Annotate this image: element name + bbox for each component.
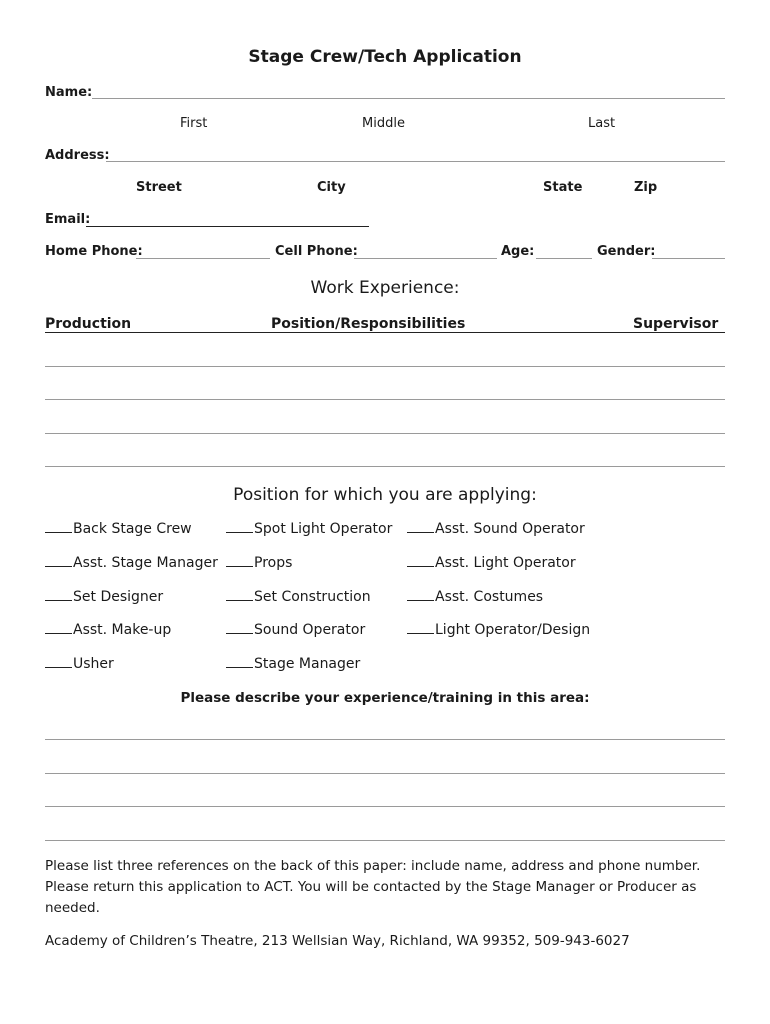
describe-line-1[interactable] <box>45 739 725 740</box>
last-sublabel: Last <box>588 116 616 131</box>
position-option[interactable]: Asst. Make-up <box>45 622 171 638</box>
production-header: Production <box>45 316 132 332</box>
home-phone-field[interactable] <box>136 258 270 259</box>
position-option[interactable]: Asst. Light Operator <box>407 555 576 571</box>
position-option[interactable]: Asst. Sound Operator <box>407 521 585 537</box>
name-field[interactable] <box>92 98 725 99</box>
work-line-2[interactable] <box>45 399 725 400</box>
checkbox-blank[interactable] <box>407 589 434 601</box>
checkbox-blank[interactable] <box>45 521 72 533</box>
references-instructions: Please list three references on the back of this paper: include name, address and phone number. Please return this application to ACT. You will be contacted by the Stage Manager or Producer as needed. <box>45 858 701 916</box>
checkbox-blank[interactable] <box>407 555 434 567</box>
age-field[interactable] <box>536 258 592 259</box>
street-sublabel: Street <box>136 180 182 195</box>
position-option[interactable]: Set Construction <box>226 589 371 605</box>
checkbox-blank[interactable] <box>45 555 72 567</box>
describe-line-3[interactable] <box>45 806 725 807</box>
checkbox-blank[interactable] <box>226 521 253 533</box>
checkbox-blank[interactable] <box>45 656 72 668</box>
city-sublabel: City <box>317 180 346 195</box>
checkbox-blank[interactable] <box>226 656 253 668</box>
checkbox-blank[interactable] <box>226 622 253 634</box>
checkbox-blank[interactable] <box>226 555 253 567</box>
age-label: Age: <box>501 244 535 259</box>
positions-heading: Position for which you are applying: <box>233 485 537 505</box>
position-option[interactable]: Light Operator/Design <box>407 622 590 638</box>
checkbox-blank[interactable] <box>407 521 434 533</box>
footer-address: Academy of Children’s Theatre, 213 Wellsian Way, Richland, WA 99352, 509-943-6027 <box>45 933 630 949</box>
position-option[interactable]: Asst. Costumes <box>407 589 543 605</box>
zip-sublabel: Zip <box>634 180 658 195</box>
checkbox-blank[interactable] <box>45 589 72 601</box>
email-label: Email: <box>45 212 91 227</box>
home-phone-label: Home Phone: <box>45 244 143 259</box>
name-label: Name: <box>45 85 93 100</box>
position-option[interactable]: Asst. Stage Manager <box>45 555 218 571</box>
position-option[interactable]: Spot Light Operator <box>226 521 392 537</box>
position-responsibilities-header: Position/Responsibilities <box>271 316 466 332</box>
position-option[interactable]: Set Designer <box>45 589 163 605</box>
middle-sublabel: Middle <box>362 116 405 131</box>
gender-label: Gender: <box>597 244 656 259</box>
work-line-4[interactable] <box>45 466 725 467</box>
page-title: Stage Crew/Tech Application <box>248 47 522 67</box>
position-option[interactable]: Sound Operator <box>226 622 365 638</box>
describe-prompt: Please describe your experience/training in this area: <box>180 690 590 706</box>
checkbox-blank[interactable] <box>407 622 434 634</box>
cell-phone-field[interactable] <box>354 258 497 259</box>
state-sublabel: State <box>543 180 583 195</box>
address-label: Address: <box>45 148 110 163</box>
describe-line-4[interactable] <box>45 840 725 841</box>
cell-phone-label: Cell Phone: <box>275 244 358 259</box>
supervisor-header: Supervisor <box>633 316 719 332</box>
position-option[interactable]: Props <box>226 555 292 571</box>
position-option[interactable]: Back Stage Crew <box>45 521 192 537</box>
work-line-1[interactable] <box>45 366 725 367</box>
first-sublabel: First <box>180 116 208 131</box>
work-experience-heading: Work Experience: <box>310 278 460 298</box>
describe-line-2[interactable] <box>45 773 725 774</box>
gender-field[interactable] <box>652 258 725 259</box>
position-option[interactable]: Stage Manager <box>226 656 360 672</box>
address-field[interactable] <box>106 161 725 162</box>
position-option[interactable]: Usher <box>45 656 114 672</box>
email-field[interactable] <box>86 226 369 227</box>
work-line-3[interactable] <box>45 433 725 434</box>
checkbox-blank[interactable] <box>45 622 72 634</box>
checkbox-blank[interactable] <box>226 589 253 601</box>
